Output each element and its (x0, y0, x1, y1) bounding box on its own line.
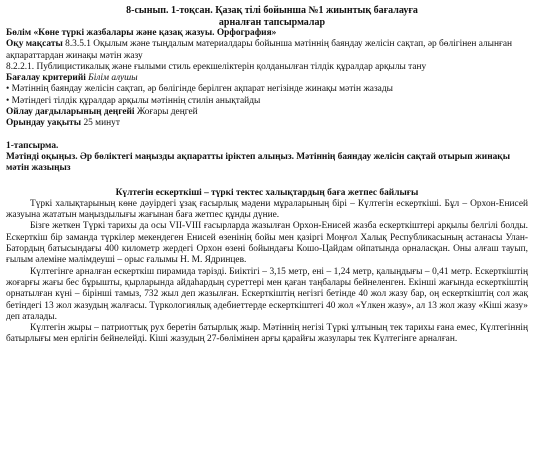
document-title (16, 5, 528, 28)
criteria-row (6, 73, 528, 84)
info-block (6, 28, 528, 130)
task-instruction: Мәтінді оқыңыз. Әр бөліктегі маңызды ақпаратты іріктеп алыңыз. Мәтіннің баяндау желісін сақтай отырып жинақы мәтін жазыңыз (6, 151, 511, 174)
criteria-item-2: • Мәтіндегі тілдік құралдар арқылы мәтіннің стилін анықтайды (6, 95, 261, 106)
goal-value-1: 8.3.5.1 Оқылым және тыңдалым материалдары бойынша мәтіннің баяндау желісін сақтап, әр бөлігінен алынған ақпараттардан жинақы мәтін жазу (6, 39, 513, 61)
text-paragraph-1: Түркі халықтарының көне дәуірдегі ұзақ ғасырлық мәдени мұраларының бірі – Күлтегін ескерткіші. Бұл – Орхон-Енисей жазуына жататын маңыздылығы жағынан баға жетпес құнды дүние. (6, 198, 528, 221)
task-block (6, 141, 528, 175)
title-line-1: 8-сынып. 1-тоқсан. Қазақ тілі бойынша №1 жиынтық бағалауға (126, 5, 418, 16)
thinking-label: Ойлау дағдыларының деңгейі (6, 107, 135, 118)
criteria-label: Бағалау критерийі (6, 73, 86, 84)
thinking-value: Жоғары деңгей (134, 107, 198, 118)
criteria-item-1: • Мәтіннің баяндау желісін сақтап, әр бөлігінде берілген ақпарат негізінде жинақы мәтін жазады (6, 84, 393, 95)
text-paragraph-2: Бізге жеткен Түркі тарихы да осы VII-VIII ғасырларда жазылған Орхон-Енисей жазба ескерткіштері арқылы белгілі болды. Ескерткіш бір заманда түркілер мекендеген Енисей өзенінің бойы мен қазіргі Моңғол Халық Республикасының астанасы Улан-Батордың батысындағы 400 километр жердегі Орхон өзені бойындағы Кошо-Цайдам ойпатында орналасқан. Оны алғаш тауып, ғылым әлеміне мәлімдеуші – орыс ғалымы Н. М. Ядринцев. (6, 221, 528, 266)
time-row (6, 118, 528, 129)
text-paragraph-4: Күлтегін жыры – патриоттық рух беретін батырлық жыр. Мәтіннің негізі Түркі ұлтының тек тарихы ғана емес, Күлтегіннің батырлығы мен ерлігін бейнелейді. Кіші жазудың 27-бөлімінен арғы қарайғы жазулары тек Күлтегінге арналған. (6, 323, 528, 345)
criteria-value: Білім алушы (88, 73, 138, 84)
reading-text (6, 188, 528, 346)
goal-row-2: 8.2.2.1. Публицистикалық және ғылыми стиль ерекшеліктерін қолданылған тілдік құралдар арқылы тану (6, 61, 427, 72)
goal-label: Оқу мақсаты (6, 39, 63, 50)
time-value: 25 минут (81, 118, 120, 129)
goal-row (6, 39, 528, 62)
thinking-row (6, 107, 528, 118)
text-paragraph-3: Күлтегінге арналған ескерткіш пирамида тәрізді. Биіктігі – 3,15 метр, ені – 1,24 метр, қалыңдығы – 0,41 метр. Ескерткіштің жоғарғы жағы бес бұрышты, қырларында айдаһардың суреттері мен қаған таңбалары бейнеленген. Екінші жағында ескерткіштің орнатылған күні – бірінші тамыз, 732 жыл деп жазылған. Ескерткіштің негізгі бетінде 40 жол жазу бар, оң ескерткіштің сол жақ бетіндегі 13 жол жазудың жалғасы. Түркологиялық әдебиеттерде ескерткіштегі 40 жол «Үлкен жазу», ал 13 жол жазу «Кіші жазу» деп аталады. (6, 266, 528, 322)
section-row (6, 28, 528, 39)
section-value: «Көне түркі жазбалары және қазақ жазуы. Орфография» (33, 28, 277, 38)
title-line-2: арналған тапсырмалар (218, 16, 326, 28)
task-label: 1-тапсырма. (6, 140, 59, 151)
section-label: Бөлім (6, 28, 32, 38)
time-label: Орындау уақыты (6, 118, 82, 129)
text-heading: Күлтегін ескерткіші – түркі тектес халықтардың баға жетпес байлығы (115, 187, 419, 198)
